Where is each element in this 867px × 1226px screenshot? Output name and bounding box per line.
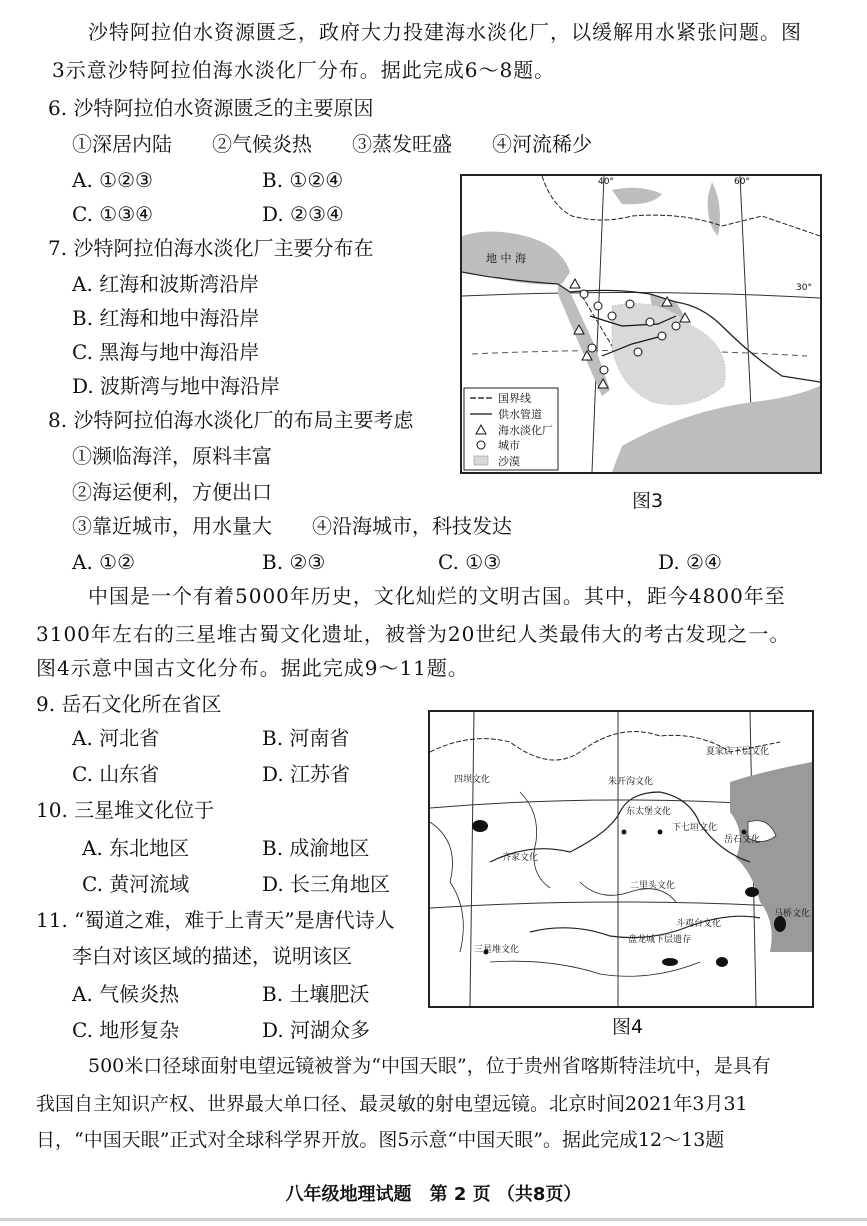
- option-a: A. ①②: [72, 550, 136, 574]
- question-8-item: ②海运便利，方便出口: [72, 480, 272, 504]
- option-c: C. 黑海与地中海沿岸: [72, 340, 260, 364]
- option-c: C. ①③④: [72, 202, 154, 226]
- option-c: C. ①③: [438, 550, 502, 574]
- question-11-stem: 11. “蜀道之难，难于上青天”是唐代诗人: [36, 908, 395, 932]
- option-b: B. ②③: [262, 550, 326, 574]
- intro-line: 图4示意中国古文化分布。据此完成9～11题。: [36, 656, 469, 680]
- intro-line: 500米口径球面射电望远镜被誉为“中国天眼”，位于贵州省喀斯特洼坑中，是具有: [88, 1055, 771, 1077]
- longitude-label: 60°: [734, 177, 750, 187]
- question-8-stem: 8. 沙特阿拉伯海水淡化厂的布局主要考虑: [48, 408, 414, 432]
- longitude-label: 40°: [598, 177, 614, 187]
- intro-line: 我国自主知识产权、世界最大单口径、最灵敏的射电望远镜。北京时间2021年3月31: [36, 1093, 748, 1115]
- option-d: D. 河湖众多: [262, 1018, 371, 1042]
- option-c: C. 山东省: [72, 762, 160, 786]
- latitude-label: 30°: [796, 283, 812, 293]
- culture-label: 盘龙城下层遗存: [628, 935, 692, 945]
- option-a: A. 东北地区: [82, 836, 190, 860]
- option-a: A. 气候炎热: [72, 982, 180, 1006]
- intro-line: 3示意沙特阿拉伯海水淡化厂分布。据此完成6～8题。: [52, 58, 556, 82]
- legend-desert: 沙漠: [498, 455, 520, 468]
- legend-pipe: 供水管道: [498, 408, 542, 421]
- culture-label: 下七垣文化: [672, 823, 718, 833]
- page-footer: 八年级地理试题 第 2 页 （共8页）: [285, 1184, 582, 1205]
- question-7-stem: 7. 沙特阿拉伯海水淡化厂主要分布在: [48, 236, 374, 260]
- option-b: B. 河南省: [262, 726, 350, 750]
- culture-label: 二里头文化: [630, 881, 676, 891]
- option-d: D. ②④: [658, 550, 722, 574]
- culture-label: 四坝文化: [454, 775, 491, 785]
- question-8-item: ③靠近城市，用水量大 ④沿海城市，科技发达: [72, 514, 512, 538]
- question-6-stem: 6. 沙特阿拉伯水资源匮乏的主要原因: [48, 96, 374, 120]
- culture-label: 齐家文化: [502, 853, 539, 863]
- figure-4-caption: 图4: [612, 1016, 644, 1038]
- legend-city: 城市: [498, 439, 520, 452]
- question-9-stem: 9. 岳石文化所在省区: [36, 692, 222, 716]
- option-b: B. 成渝地区: [262, 836, 370, 860]
- culture-label: 三星堆文化: [474, 945, 520, 955]
- option-b: B. 红海和地中海沿岸: [72, 306, 260, 330]
- sea-label: 地 中 海: [486, 252, 526, 265]
- option-d: D. 波斯湾与地中海沿岸: [72, 374, 281, 398]
- option-d: D. ②③④: [262, 202, 344, 226]
- intro-line: 沙特阿拉伯水资源匮乏，政府大力投建海水淡化厂，以缓解用水紧张问题。图: [88, 20, 802, 44]
- question-11-stem: 李白对该区域的描述，说明该区: [72, 944, 352, 968]
- figure-4-map: [428, 710, 814, 1008]
- culture-label: 夏家店下层文化: [706, 747, 770, 757]
- page-bottom-rule: [0, 1218, 867, 1221]
- option-c: C. 黄河流域: [82, 872, 190, 896]
- culture-label: 岳石文化: [724, 835, 761, 845]
- option-d: D. 江苏省: [262, 762, 351, 786]
- option-c: C. 地形复杂: [72, 1018, 180, 1042]
- culture-label: 东太堡文化: [626, 807, 672, 817]
- option-a: A. 红海和波斯湾沿岸: [72, 272, 260, 296]
- figure-3-map: [460, 174, 822, 474]
- question-8-item: ①濒临海洋，原料丰富: [72, 444, 272, 468]
- option-a: A. ①②③: [72, 168, 153, 192]
- figure-3-caption: 图3: [632, 490, 664, 512]
- intro-line: 中国是一个有着5000年历史，文化灿烂的文明古国。其中，距今4800年至: [88, 584, 786, 608]
- culture-label: 斗鸡台文化: [676, 919, 722, 929]
- intro-line: 3100年左右的三星堆古蜀文化遗址，被誉为20世纪人类最伟大的考古发现之一。: [36, 622, 791, 646]
- culture-label: 朱开沟文化: [608, 777, 654, 787]
- option-b: B. ①②④: [262, 168, 344, 192]
- culture-label: 马桥文化: [774, 909, 811, 919]
- question-10-stem: 10. 三星堆文化位于: [36, 798, 215, 822]
- legend-border: 国界线: [498, 392, 531, 405]
- intro-line: 日，“中国天眼”正式对全球科学界开放。图5示意“中国天眼”。据此完成12～13题: [36, 1129, 725, 1151]
- option-d: D. 长三角地区: [262, 872, 391, 896]
- option-b: B. 土壤肥沃: [262, 982, 370, 1006]
- option-a: A. 河北省: [72, 726, 160, 750]
- legend-plant: 海水淡化厂: [498, 424, 553, 437]
- question-6-items: ①深居内陆 ②气候炎热 ③蒸发旺盛 ④河流稀少: [72, 132, 592, 156]
